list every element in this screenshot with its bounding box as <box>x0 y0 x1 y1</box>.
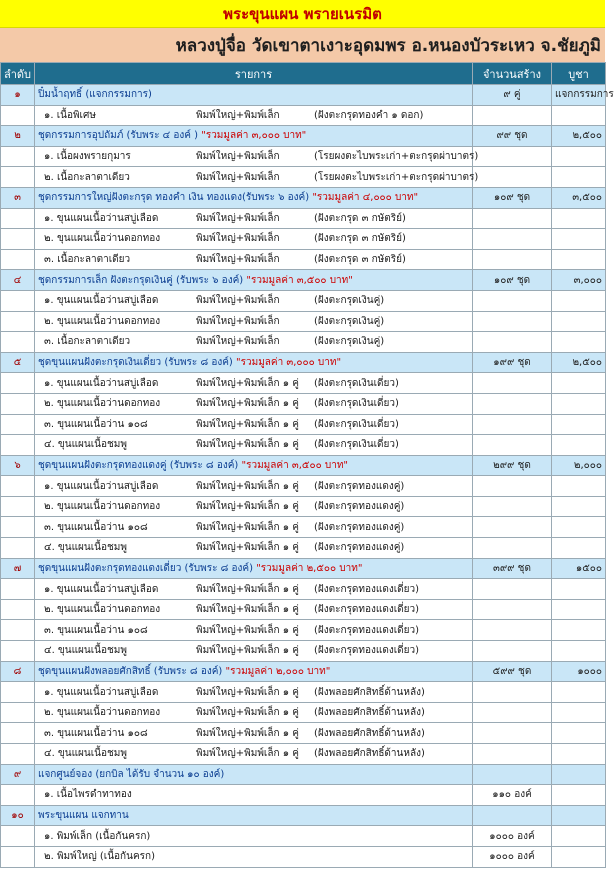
item-number-cell <box>1 311 35 332</box>
item-size: พิมพ์ใหญ่+พิมพ์เล็ก <box>196 233 280 245</box>
item-name: ๒. ขุนแผนเนื้อว่านดอกทอง <box>44 501 161 513</box>
item-detail-cell <box>35 249 473 270</box>
item-desc: (ฝังตะกรุดทองแดงเดี่ยว) <box>314 645 420 657</box>
item-number-cell <box>1 249 35 270</box>
item-number-cell <box>1 496 35 517</box>
item-desc: (ฝังพลอยศักสิทธิ์ด้านหลัง) <box>314 727 425 739</box>
item-number-cell <box>1 641 35 662</box>
item-name: ๑. เนื้อผงพรายกุมาร <box>44 151 131 163</box>
item-detail-cell <box>35 332 473 353</box>
item-row <box>1 476 606 497</box>
category-price: ๓,๕๐๐ <box>552 187 606 208</box>
item-desc: (ฝังตะกรุด ๓ กษัตริย์) <box>314 254 406 266</box>
item-price <box>552 208 606 229</box>
category-qty: ๕๙๙ ชุด <box>473 661 552 682</box>
item-desc: (ฝังตะกรุด ๓ กษัตริย์) <box>314 212 406 224</box>
item-name: ๑. ขุนแผนเนื้อว่านสบู่เลือด <box>44 295 159 307</box>
item-price <box>552 146 606 167</box>
item-size: พิมพ์ใหญ่+พิมพ์เล็ก <box>196 315 280 327</box>
item-name: ๓. เนื้อกะลาตาเดียว <box>44 336 131 348</box>
item-detail-cell <box>35 476 473 497</box>
item-number-cell <box>1 373 35 394</box>
item-row <box>1 311 606 332</box>
item-desc: (ฝังตะกรุดทองแดงคู่) <box>314 501 405 513</box>
item-qty <box>473 393 552 414</box>
item-row <box>1 785 606 806</box>
item-number-cell <box>1 146 35 167</box>
item-number-cell <box>1 579 35 600</box>
item-row <box>1 435 606 456</box>
item-detail-cell <box>35 785 473 806</box>
category-value: "รวมมูลค่า ๓,๕๐๐ บาท" <box>246 274 353 286</box>
item-detail-cell <box>35 167 479 188</box>
item-qty <box>473 146 552 167</box>
column-header-qty: จำนวนสร้าง <box>473 63 552 85</box>
item-desc: (โรยผงตะไบพระเก่า+ตะกรุดผ่าบาตร) <box>314 151 479 163</box>
category-qty <box>473 805 552 826</box>
item-row <box>1 249 606 270</box>
category-number: ๖ <box>1 455 35 476</box>
category-title: ชุดขุนแผนฝังตะกรุดเงินเดี่ยว (รับพระ ๘ องค์) <box>38 357 233 369</box>
table-body <box>1 85 614 868</box>
item-size: พิมพ์ใหญ่+พิมพ์เล็ก ๑ คู่ <box>196 398 299 410</box>
category-row <box>1 661 606 682</box>
item-desc: (ฝังตะกรุดเงินเดี่ยว) <box>314 398 399 410</box>
category-qty: ๒๙๙ ชุด <box>473 455 552 476</box>
item-name: ๒. พิมพ์ใหญ่ (เนื้อกันครก) <box>44 851 155 863</box>
item-price <box>552 393 606 414</box>
item-detail-cell <box>35 373 473 394</box>
item-row <box>1 290 606 311</box>
item-detail-cell <box>35 702 473 723</box>
category-price <box>552 764 606 785</box>
item-detail-cell <box>35 744 473 765</box>
category-number: ๕ <box>1 352 35 373</box>
item-row <box>1 723 606 744</box>
item-number-cell <box>1 332 35 353</box>
item-detail-cell <box>35 723 473 744</box>
item-size: พิมพ์ใหญ่+พิมพ์เล็ก ๑ คู่ <box>196 748 299 760</box>
item-size: พิมพ์ใหญ่+พิมพ์เล็ก ๑ คู่ <box>196 480 299 492</box>
category-value: "รวมมูลค่า ๓,๐๐๐ บาท" <box>201 130 307 142</box>
item-row <box>1 167 606 188</box>
item-detail-cell <box>35 846 473 867</box>
category-title-cell <box>35 126 473 147</box>
category-qty: ๙ คู่ <box>473 85 552 106</box>
category-row <box>1 805 606 826</box>
category-title-cell <box>35 661 473 682</box>
category-price: ๒,๕๐๐ <box>552 126 606 147</box>
item-name: ๑. พิมพ์เล็ก (เนื้อกันครก) <box>44 830 151 842</box>
item-qty <box>473 517 552 538</box>
item-detail-cell <box>35 641 473 662</box>
column-header-price: บูชา <box>552 63 606 85</box>
item-number-cell <box>1 167 35 188</box>
item-desc: (ฝังตะกรุดเงินคู่) <box>314 315 385 327</box>
item-detail-cell <box>35 826 473 847</box>
category-title: ชุดกรรมการใหญ่ฝังตะกรุด ทองคำ เงิน ทองแดง(รับพระ ๖ องค์) <box>38 192 310 204</box>
category-number: ๑๐ <box>1 805 35 826</box>
item-name: ๔. ขุนแผนเนื้อชมพู <box>44 645 127 657</box>
category-row <box>1 764 606 785</box>
category-row <box>1 270 606 291</box>
item-detail-cell <box>35 146 479 167</box>
column-header-no: ลำดับ <box>1 63 35 85</box>
item-size: พิมพ์ใหญ่+พิมพ์เล็ก <box>196 336 280 348</box>
item-name: ๑. ขุนแผนเนื้อว่านสบู่เลือด <box>44 583 159 595</box>
column-header-item: รายการ <box>35 63 473 85</box>
category-number: ๒ <box>1 126 35 147</box>
item-qty <box>473 373 552 394</box>
category-number: ๔ <box>1 270 35 291</box>
table-header-row <box>1 63 606 85</box>
item-detail-cell <box>35 435 473 456</box>
item-row <box>1 579 606 600</box>
item-number-cell <box>1 538 35 559</box>
item-size: พิมพ์ใหญ่+พิมพ์เล็ก ๑ คู่ <box>196 583 299 595</box>
item-number-cell <box>1 744 35 765</box>
item-number-cell <box>1 229 35 250</box>
item-row <box>1 105 606 126</box>
item-size: พิมพ์ใหญ่+พิมพ์เล็ก ๑ คู่ <box>196 418 299 430</box>
item-size: พิมพ์ใหญ่+พิมพ์เล็ก <box>196 212 280 224</box>
item-name: ๓. ขุนแผนเนื้อว่าน ๑๐๘ <box>44 727 148 739</box>
item-qty <box>473 435 552 456</box>
category-price: ๒,๕๐๐ <box>552 352 606 373</box>
category-qty: ๑๐๙ ชุด <box>473 187 552 208</box>
category-title: ชุดกรรมการเล็ก ฝังตะกรุดเงินคู่ (รับพระ ๖ องค์) <box>38 274 244 286</box>
category-title: ชุดกรรมการอุปถัมภ์ (รับพระ ๔ องค์ ) <box>38 130 199 142</box>
item-detail-cell <box>35 290 473 311</box>
item-number-cell <box>1 599 35 620</box>
item-name: ๑. เนื้อพิเศษ <box>44 109 96 121</box>
category-value: "รวมมูลค่า ๒,๐๐๐ บาท" <box>225 665 331 677</box>
item-qty: ๑๐๐๐ องค์ <box>473 846 552 867</box>
item-desc: (ฝังตะกรุดทองแดงเดี่ยว) <box>314 624 420 636</box>
category-title-cell <box>35 187 473 208</box>
item-desc: (ฝังตะกรุดทองแดงเดี่ยว) <box>314 583 420 595</box>
item-number-cell <box>1 414 35 435</box>
item-desc: (ฝังตะกรุดทองคำ ๑ ดอก) <box>314 109 424 121</box>
item-price <box>552 641 606 662</box>
item-detail-cell <box>35 517 473 538</box>
item-number-cell <box>1 682 35 703</box>
category-title: พระขุนแผน แจกทาน <box>38 810 129 822</box>
item-name: ๔. ขุนแผนเนื้อชมพู <box>44 542 127 554</box>
category-number: ๓ <box>1 187 35 208</box>
category-number: ๘ <box>1 661 35 682</box>
item-desc: (ฝังพลอยศักสิทธิ์ด้านหลัง) <box>314 707 425 719</box>
item-size: พิมพ์ใหญ่+พิมพ์เล็ก ๑ คู่ <box>196 439 299 451</box>
item-price <box>552 846 606 867</box>
item-row <box>1 682 606 703</box>
category-title-cell <box>35 764 473 785</box>
item-detail-cell <box>35 599 473 620</box>
category-row <box>1 85 606 106</box>
item-number-cell <box>1 435 35 456</box>
item-qty <box>473 702 552 723</box>
item-number-cell <box>1 290 35 311</box>
item-size: พิมพ์ใหญ่+พิมพ์เล็ก ๑ คู่ <box>196 604 299 616</box>
item-row <box>1 393 606 414</box>
category-title: ชุดขุนแผนฝังตะกรุดทองแดงคู่ (รับพระ ๘ องค์) <box>38 459 239 471</box>
item-qty: ๑๑๐ องค์ <box>473 785 552 806</box>
category-row <box>1 455 606 476</box>
item-price <box>552 723 606 744</box>
item-number-cell <box>1 393 35 414</box>
item-qty <box>473 682 552 703</box>
item-price <box>552 332 606 353</box>
item-name: ๑. ขุนแผนเนื้อว่านสบู่เลือด <box>44 377 159 389</box>
item-qty <box>473 208 552 229</box>
item-detail-cell <box>35 208 473 229</box>
item-row <box>1 146 606 167</box>
item-price <box>552 620 606 641</box>
item-qty <box>473 641 552 662</box>
category-row <box>1 126 606 147</box>
item-row <box>1 538 606 559</box>
item-qty <box>473 332 552 353</box>
amulet-list-table <box>0 62 614 868</box>
item-price <box>552 290 606 311</box>
item-name: ๔. ขุนแผนเนื้อชมพู <box>44 748 127 760</box>
item-row <box>1 641 606 662</box>
item-row <box>1 496 606 517</box>
category-number: ๗ <box>1 558 35 579</box>
category-price <box>552 805 606 826</box>
item-name: ๒. ขุนแผนเนื้อว่านดอกทอง <box>44 315 161 327</box>
item-detail-cell <box>35 414 473 435</box>
item-row <box>1 414 606 435</box>
page-title: พระขุนแผน พรายเนรมิต <box>0 0 605 28</box>
item-price <box>552 826 606 847</box>
item-row <box>1 517 606 538</box>
item-name: ๑. เนื้อไพรดำทาทอง <box>44 789 132 801</box>
category-qty: ๑๐๙ ชุด <box>473 270 552 291</box>
item-price <box>552 744 606 765</box>
category-price: ๑๐๐๐ <box>552 661 606 682</box>
item-number-cell <box>1 517 35 538</box>
category-title-cell <box>35 558 473 579</box>
item-qty <box>473 579 552 600</box>
item-price <box>552 311 606 332</box>
item-price <box>552 435 606 456</box>
item-row <box>1 332 606 353</box>
item-size: พิมพ์ใหญ่+พิมพ์เล็ก <box>196 171 280 183</box>
item-desc: (ฝังตะกรุดทองแดงคู่) <box>314 542 405 554</box>
category-row <box>1 352 606 373</box>
item-row <box>1 826 606 847</box>
item-detail-cell <box>35 311 473 332</box>
item-price <box>552 105 606 126</box>
item-price <box>552 682 606 703</box>
item-qty <box>473 496 552 517</box>
item-desc: (ฝังตะกรุดเงินเดี่ยว) <box>314 439 399 451</box>
item-size: พิมพ์ใหญ่+พิมพ์เล็ก ๑ คู่ <box>196 624 299 636</box>
item-name: ๑. ขุนแผนเนื้อว่านสบู่เลือด <box>44 686 159 698</box>
item-desc: (ฝังพลอยศักสิทธิ์ด้านหลัง) <box>314 686 425 698</box>
item-desc: (ฝังพลอยศักสิทธิ์ด้านหลัง) <box>314 748 425 760</box>
item-qty <box>473 599 552 620</box>
item-detail-cell <box>35 682 473 703</box>
item-price <box>552 517 606 538</box>
item-price <box>552 702 606 723</box>
category-qty: ๑๙๙ ชุด <box>473 352 552 373</box>
item-name: ๒. ขุนแผนเนื้อว่านดอกทอง <box>44 604 161 616</box>
item-row <box>1 702 606 723</box>
category-title: ชุดขุนแผนฝังตะกรุดทองแดงเดี่ยว (รับพระ ๘ องค์) <box>38 562 253 574</box>
category-title: แจกศูนย์จอง (ยกบิล ได้รับ จำนวน ๑๐ องค์) <box>38 768 225 780</box>
item-number-cell <box>1 723 35 744</box>
item-size: พิมพ์ใหญ่+พิมพ์เล็ก ๑ คู่ <box>196 377 299 389</box>
item-name: ๓. เนื้อกะลาตาเดียว <box>44 254 131 266</box>
category-qty: ๙๙ ชุด <box>473 126 552 147</box>
item-qty <box>473 744 552 765</box>
item-name: ๑. ขุนแผนเนื้อว่านสบู่เลือด <box>44 212 159 224</box>
category-price: แจกกรรมการ <box>552 85 606 106</box>
item-size: พิมพ์ใหญ่+พิมพ์เล็ก ๑ คู่ <box>196 521 299 533</box>
category-title-cell <box>35 352 473 373</box>
item-detail-cell <box>35 579 473 600</box>
item-desc: (ฝังตะกรุดทองแดงคู่) <box>314 521 405 533</box>
item-row <box>1 373 606 394</box>
item-qty <box>473 414 552 435</box>
category-value: "รวมมูลค่า ๓,๕๐๐ บาท" <box>241 459 349 471</box>
item-qty <box>473 538 552 559</box>
item-name: ๒. เนื้อกะลาตาเดียว <box>44 171 130 183</box>
item-size: พิมพ์ใหญ่+พิมพ์เล็ก ๑ คู่ <box>196 727 299 739</box>
item-desc: (ฝังตะกรุดเงินเดี่ยว) <box>314 377 399 389</box>
item-row <box>1 846 606 867</box>
item-size: พิมพ์ใหญ่+พิมพ์เล็ก <box>196 295 280 307</box>
item-detail-cell <box>35 105 473 126</box>
item-desc: (ฝังตะกรุดทองแดงเดี่ยว) <box>314 604 420 616</box>
item-detail-cell <box>35 620 473 641</box>
item-row <box>1 208 606 229</box>
item-name: ๓. ขุนแผนเนื้อว่าน ๑๐๘ <box>44 624 148 636</box>
item-row <box>1 229 606 250</box>
item-number-cell <box>1 620 35 641</box>
item-qty <box>473 620 552 641</box>
category-qty <box>473 764 552 785</box>
item-name: ๒. ขุนแผนเนื้อว่านดอกทอง <box>44 398 161 410</box>
item-qty <box>473 167 552 188</box>
item-price <box>552 579 606 600</box>
item-detail-cell <box>35 393 473 414</box>
category-price: ๑๕๐๐ <box>552 558 606 579</box>
item-size: พิมพ์ใหญ่+พิมพ์เล็ก ๑ คู่ <box>196 501 299 513</box>
item-price <box>552 476 606 497</box>
category-number: ๑ <box>1 85 35 106</box>
item-detail-cell <box>35 538 473 559</box>
item-qty <box>473 249 552 270</box>
category-price: ๓,๐๐๐ <box>552 270 606 291</box>
category-title-cell <box>35 85 473 106</box>
item-number-cell <box>1 105 35 126</box>
category-value: "รวมมูลค่า ๒,๕๐๐ บาท" <box>256 562 363 574</box>
item-size: พิมพ์ใหญ่+พิมพ์เล็ก <box>196 254 280 266</box>
item-name: ๑. ขุนแผนเนื้อว่านสบู่เลือด <box>44 480 159 492</box>
item-desc: (ฝังตะกรุดเงินคู่) <box>314 336 385 348</box>
item-name: ๓. ขุนแผนเนื้อว่าน ๑๐๘ <box>44 521 148 533</box>
item-price <box>552 599 606 620</box>
item-qty: ๑๐๐๐ องค์ <box>473 826 552 847</box>
item-name: ๒. ขุนแผนเนื้อว่านดอกทอง <box>44 707 161 719</box>
item-size: พิมพ์ใหญ่+พิมพ์เล็ก <box>196 151 280 163</box>
item-size: พิมพ์ใหญ่+พิมพ์เล็ก ๑ คู่ <box>196 686 299 698</box>
item-number-cell <box>1 826 35 847</box>
category-qty: ๓๙๙ ชุด <box>473 558 552 579</box>
item-row <box>1 744 606 765</box>
item-price <box>552 414 606 435</box>
item-detail-cell <box>35 229 473 250</box>
item-qty <box>473 105 552 126</box>
item-price <box>552 785 606 806</box>
item-row <box>1 599 606 620</box>
item-price <box>552 496 606 517</box>
item-desc: (โรยผงตะไบพระเก่า+ตะกรุดผ่าบาตร) <box>314 171 479 183</box>
item-qty <box>473 290 552 311</box>
item-number-cell <box>1 846 35 867</box>
category-title: ปิ๋มน้ำฤทธิ์ (แจกกรรมการ) <box>38 89 152 101</box>
item-price <box>552 249 606 270</box>
item-qty <box>473 476 552 497</box>
item-number-cell <box>1 208 35 229</box>
item-price <box>552 167 606 188</box>
item-number-cell <box>1 702 35 723</box>
item-size: พิมพ์ใหญ่+พิมพ์เล็ก ๑ คู่ <box>196 707 299 719</box>
item-number-cell <box>1 785 35 806</box>
category-number: ๙ <box>1 764 35 785</box>
category-row <box>1 558 606 579</box>
category-row <box>1 187 606 208</box>
category-price: ๒,๐๐๐ <box>552 455 606 476</box>
item-detail-cell <box>35 496 473 517</box>
item-row <box>1 620 606 641</box>
item-name: ๔. ขุนแผนเนื้อชมพู <box>44 439 127 451</box>
category-title-cell <box>35 455 473 476</box>
item-desc: (ฝังตะกรุดเงินเดี่ยว) <box>314 418 399 430</box>
category-title: ชุดขุนแผนฝังพลอยศักสิทธิ์ (รับพระ ๘ องค์) <box>38 665 223 677</box>
page-subtitle: หลวงปู่จื่อ วัดเขาตาเงาะอุดมพร อ.หนองบัวระเหว จ.ชัยภูมิ <box>0 28 605 62</box>
item-number-cell <box>1 476 35 497</box>
category-title-cell <box>35 805 473 826</box>
item-size: พิมพ์ใหญ่+พิมพ์เล็ก ๑ คู่ <box>196 542 299 554</box>
item-qty <box>473 229 552 250</box>
item-price <box>552 373 606 394</box>
item-size: พิมพ์ใหญ่+พิมพ์เล็ก <box>196 109 280 121</box>
item-desc: (ฝังตะกรุดเงินคู่) <box>314 295 385 307</box>
item-desc: (ฝังตะกรุดทองแดงคู่) <box>314 480 405 492</box>
item-size: พิมพ์ใหญ่+พิมพ์เล็ก ๑ คู่ <box>196 645 299 657</box>
item-qty <box>473 311 552 332</box>
item-desc: (ฝังตะกรุด ๓ กษัตริย์) <box>314 233 406 245</box>
item-name: ๒. ขุนแผนเนื้อว่านดอกทอง <box>44 233 161 245</box>
item-price <box>552 229 606 250</box>
category-title-cell <box>35 270 473 291</box>
category-value: "รวมมูลค่า ๓,๐๐๐ บาท" <box>236 357 342 369</box>
item-qty <box>473 723 552 744</box>
item-price <box>552 538 606 559</box>
item-name: ๓. ขุนแผนเนื้อว่าน ๑๐๘ <box>44 418 148 430</box>
category-value: "รวมมูลค่า ๔,๐๐๐ บาท" <box>312 192 419 204</box>
